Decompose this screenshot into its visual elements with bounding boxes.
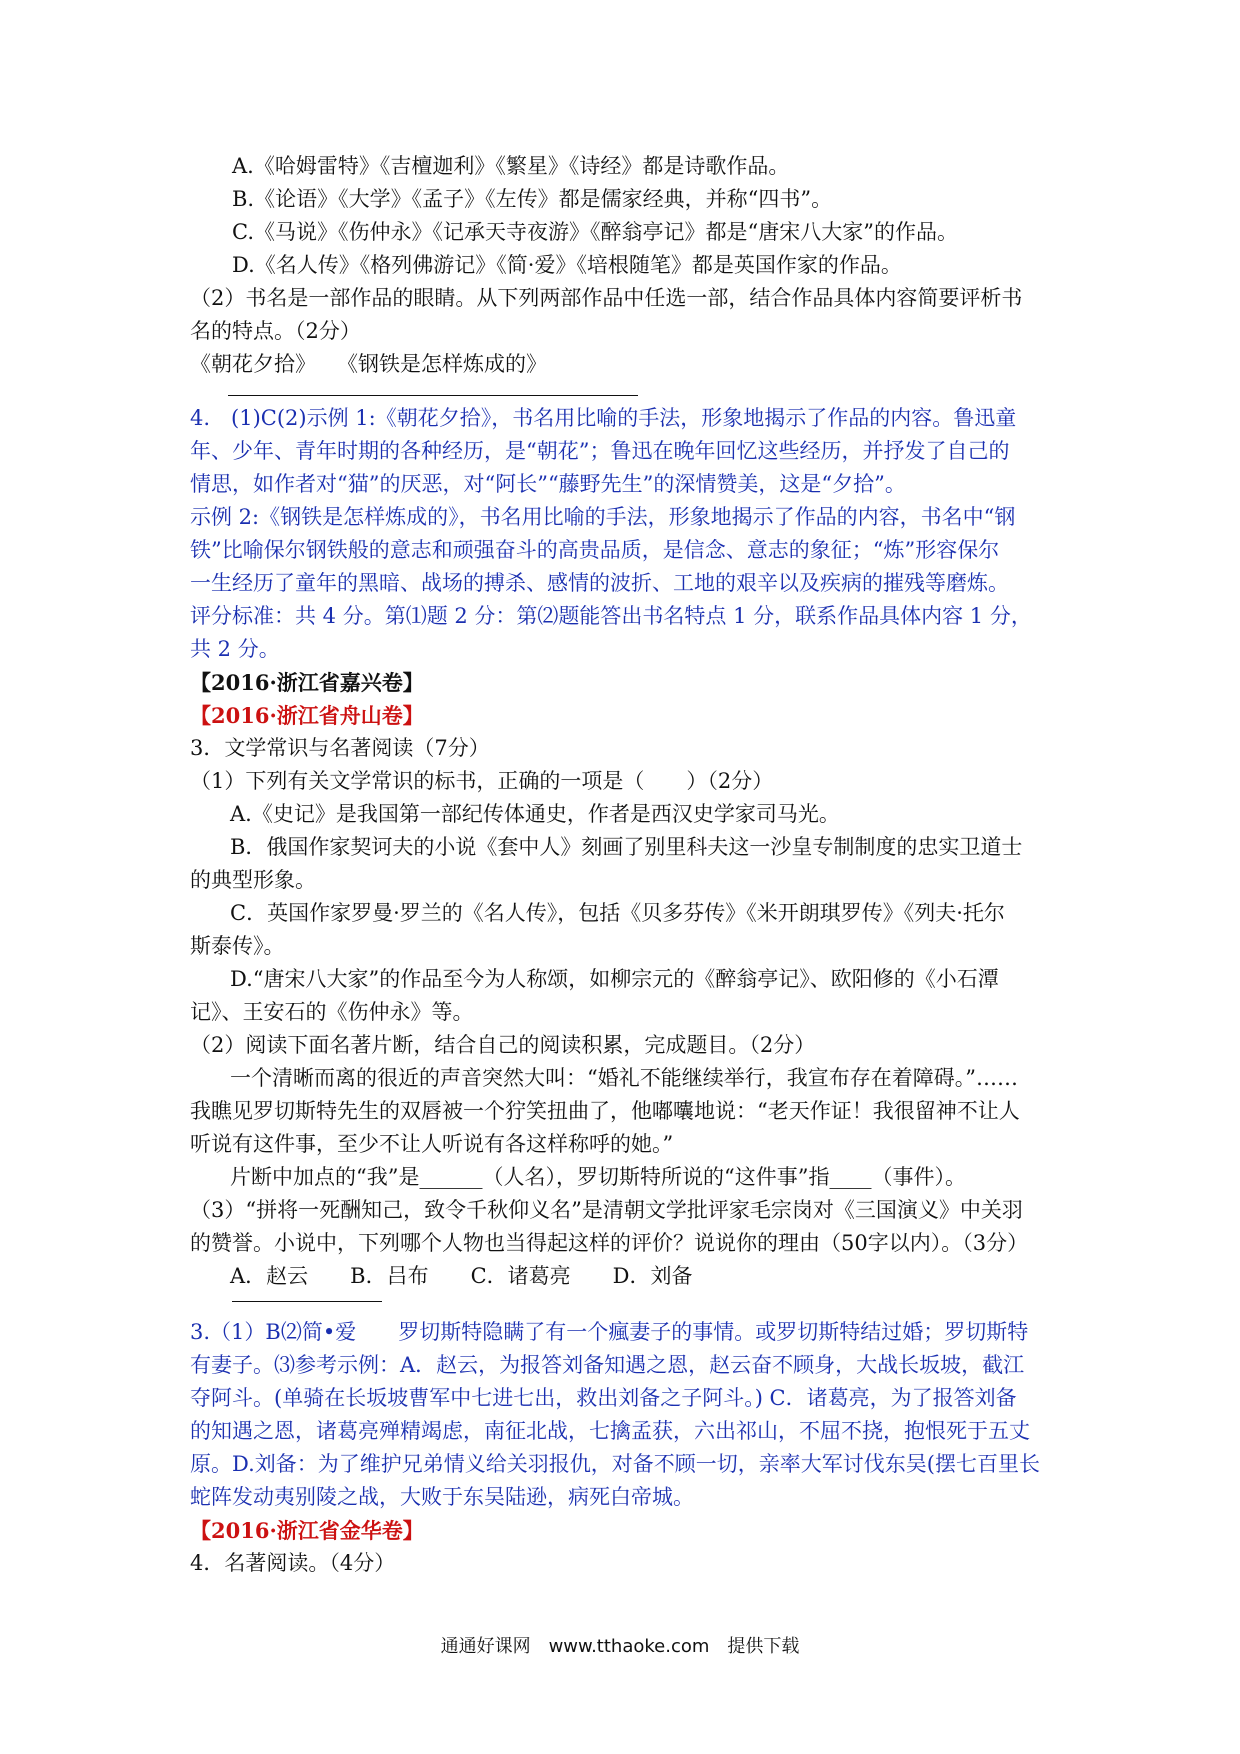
answer-line: 年、少年、青年时期的各种经历，是“朝花”；鲁迅在晚年回忆这些经历，并抒发了自己的: [190, 439, 1010, 463]
answer-blank-line: [228, 381, 638, 396]
answer-line: 的知遇之恩，诸葛亮殚精竭虑，南征北战，七擒孟获，六出祁山，不屈不挠，抱恨死于五丈: [190, 1419, 1030, 1443]
question-3-2: （2）阅读下面名著片断，结合自己的阅读积累，完成题目。（2分）: [190, 1033, 816, 1057]
question-3-3-options: A．赵云 B．吕布 C．诸葛亮 D．刘备: [230, 1264, 693, 1288]
document-page: [190, 150, 1060, 1580]
answer-line: 4. (1)C(2)示例 1:《朝花夕拾》，书名用比喻的手法，形象地揭示了作品的内容。鲁迅童: [190, 406, 1017, 430]
answer-line: 夺阿斗。(单骑在长坂坡曹军中七进七出，救出刘备之子阿斗。) C．诸葛亮，为了报答刘备: [190, 1386, 1017, 1410]
option-b: B.《论语》《大学》《孟子》《左传》都是儒家经典，并称“四书”。: [232, 187, 833, 211]
answer-blank-line: [232, 1293, 382, 1302]
question-3-1: （1）下列有关文学常识的标书，正确的一项是（ ）（2分）: [190, 769, 774, 793]
question-2-line-1: （2）书名是一部作品的眼睛。从下列两部作品中任选一部，结合作品具体内容简要评析书: [190, 286, 1023, 310]
answer-line: 示例 2:《钢铁是怎样炼成的》，书名用比喻的手法，形象地揭示了作品的内容，书名中“钢: [190, 505, 1016, 529]
answer-line: 有妻子。⑶参考示例：A．赵云，为报答刘备知遇之恩，赵云奋不顾身，大战长坂坡，截江: [190, 1353, 1025, 1377]
answer-line: 共 2 分。: [190, 637, 280, 661]
question-3-3-line-2: 的赞誉。小说中，下列哪个人物也当得起这样的评价？说说你的理由（50字以内）。（3分）: [190, 1231, 1029, 1255]
answer-3-block: [190, 1316, 1060, 1514]
question-3-title: 3．文学常识与名著阅读（7分）: [190, 736, 490, 760]
answer-line: 原。D.刘备：为了维护兄弟情义给关羽报仇，对备不顾一切，亲率大军讨伐东吴(摆七百里长: [190, 1452, 1040, 1476]
question-3-option-b: B．俄国作家契诃夫的小说《套中人》刻画了别里科夫这一沙皇专制制度的忠实卫道士: [230, 835, 1023, 859]
page-footer: 通通好课网 www.tthaoke.com 提供下载: [440, 1636, 800, 1657]
excerpt-line: 一个清晰而离的很近的声音突然大叫：“婚礼不能继续举行，我宣布存在着障碍。”……: [230, 1066, 1018, 1090]
option-d: D.《名人传》《格列佛游记》《简·爱》《培根随笔》都是英国作家的作品。: [232, 253, 902, 277]
question-3-option-b-cont: 的典型形象。: [190, 868, 316, 892]
answer-line: 评分标准：共 4 分。第⑴题 2 分：第⑵题能答出书名特点 1 分，联系作品具体内容 1 分，: [190, 604, 1032, 628]
question-3-option-c: C．英国作家罗曼·罗兰的《名人传》，包括《贝多芬传》《米开朗琪罗传》《列夫·托尔: [230, 901, 1005, 925]
question-3-option-d: D.“唐宋八大家”的作品至今为人称颂，如柳宗元的《醉翁亭记》、欧阳修的《小石潭: [230, 967, 999, 991]
question-2-books: 《朝花夕拾》 《钢铁是怎样炼成的》: [190, 352, 547, 376]
option-c: C.《马说》《伤仲永》《记承天寺夜游》《醉翁亭记》都是“唐宋八大家”的作品。: [232, 220, 958, 244]
answer-4-block: [190, 402, 1060, 666]
answer-line: 一生经历了童年的黑暗、战场的搏杀、感情的波折、工地的艰辛以及疾病的摧残等磨炼。: [190, 571, 1009, 595]
question-3-option-d-cont: 记》、王安石的《伤仲永》等。: [190, 1000, 474, 1024]
question-3-option-a: A.《史记》是我国第一部纪传体通史，作者是西汉史学家司马光。: [230, 802, 840, 826]
answer-line: 3.（1）B⑵简•爱 罗切斯特隐瞒了有一个瘋妻子的事情。或罗切斯特结过婚；罗切斯特: [190, 1320, 1029, 1344]
option-a: A.《哈姆雷特》《吉檀迦利》《繁星》《诗经》都是诗歌作品。: [232, 154, 790, 178]
fill-in-blank: 片断中加点的“我”是______（人名），罗切斯特所说的“这件事”指____（事件）。: [230, 1165, 966, 1189]
excerpt-line: 我瞧见罗切斯特先生的双唇被一个狞笑扭曲了，他嘟囔地说：“老天作证！我很留神不让人: [190, 1099, 1020, 1123]
section-heading-jiaxing: 【2016·浙江省嘉兴卷】: [190, 670, 424, 695]
answer-line: 铁”比喻保尔钢铁般的意志和顽强奋斗的高贵品质，是信念、意志的象征；“炼”形容保尔: [190, 538, 1000, 562]
question-3-option-c-cont: 斯泰传》。: [190, 934, 285, 958]
question-4-title: 4．名著阅读。（4分）: [190, 1551, 396, 1575]
excerpt-line: 听说有这件事，至少不让人听说有各这样称呼的她。”: [190, 1132, 674, 1156]
question-3-3-line-1: （3）“拼将一死酬知己，致令千秋仰义名”是清朝文学批评家毛宗岗对《三国演义》中关羽: [190, 1198, 1023, 1222]
answer-line: 蛇阵发动夷别陵之战，大败于东吴陆逊，病死白帝城。: [190, 1485, 694, 1509]
section-heading-zhoushan: 【2016·浙江省舟山卷】: [190, 703, 424, 728]
section-heading-jinhua: 【2016·浙江省金华卷】: [190, 1518, 424, 1543]
answer-line: 情思，如作者对“猫”的厌恶，对“阿长”“藤野先生”的深情赞美，这是“夕拾”。: [190, 472, 906, 496]
question-2-line-2: 名的特点。（2分）: [190, 319, 361, 343]
